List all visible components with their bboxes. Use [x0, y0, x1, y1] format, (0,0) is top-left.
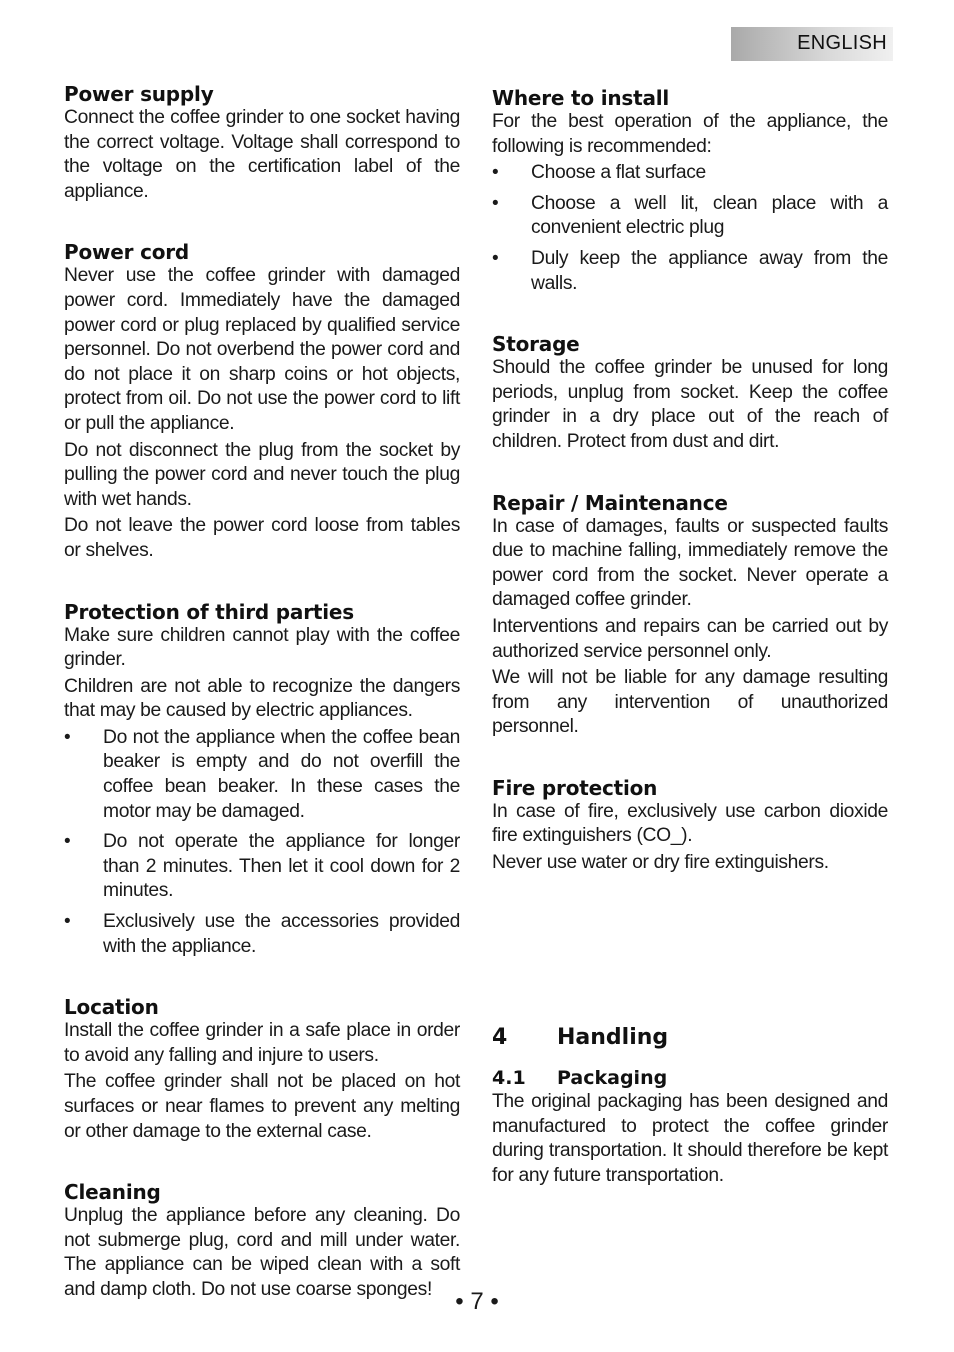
section-title: Power cord: [64, 240, 190, 265]
chapter-heading: [492, 1024, 888, 1052]
paragraph: Make sure children cannot play with the coffee grinder.: [64, 624, 460, 671]
bullet-item: [64, 726, 460, 824]
section-storage: [492, 332, 888, 454]
paragraph: Do not disconnect the plug from the socket by pulling the power cord and never touch the plug with wet hands.: [64, 439, 460, 510]
bullet-text: Do not operate the appliance for longer than 2 minutes. Then let it cool down for 2 minutes.: [103, 831, 460, 902]
section-title: Storage: [492, 332, 580, 357]
paragraph: In case of fire, exclusively use carbon dioxide fire extinguishers (CO_).: [492, 800, 888, 847]
section-power-cord: [64, 240, 460, 563]
bullet-item: [64, 910, 460, 959]
bullet-text: Do not the appliance when the coffee bean beaker is empty and do not overfill the coffee bean beaker. In these cases the motor may be damaged.: [103, 726, 460, 822]
bullet-text: Duly keep the appliance away from the walls.: [531, 247, 888, 294]
bullet-icon: •: [492, 247, 499, 269]
paragraph: We will not be liable for any damage resulting from any intervention of unauthorized personnel.: [492, 667, 888, 738]
bullet-text: Exclusively use the accessories provided with the appliance.: [103, 911, 460, 957]
section-title: Cleaning: [64, 1180, 161, 1205]
paragraph: Connect the coffee grinder to one socket having the correct voltage. Voltage shall correspond to the voltage on the certification label of the appliance.: [64, 107, 460, 202]
bullet-icon: •: [492, 192, 499, 214]
section-location: [64, 995, 460, 1144]
page-number: • 7 •: [455, 1288, 499, 1315]
bullet-icon: •: [492, 162, 499, 184]
section-title: Repair / Maintenance: [492, 490, 728, 515]
section-title: Power supply: [64, 82, 214, 106]
chapter-number: 4: [492, 1025, 508, 1050]
section-title: Fire protection: [492, 775, 658, 800]
bullet-icon: •: [64, 831, 71, 853]
bullet-list: [492, 161, 888, 296]
subchapter-heading: [492, 1066, 888, 1090]
paragraph: Unplug the appliance before any cleaning. Do not submerge plug, cord and mill under water. The appliance can be wiped clean with a soft and damp cloth. Do not use coarse sponges!: [64, 1205, 460, 1300]
chapter-handling: [492, 1024, 888, 1190]
section-title: Protection of third parties: [64, 599, 354, 624]
paragraph: For the best operation of the appliance, the following is recommended:: [492, 111, 888, 157]
subchapter-title: Packaging: [557, 1067, 668, 1089]
language-label: ENGLISH: [797, 32, 887, 54]
paragraph: In case of damages, faults or suspected faults due to machine falling, immediately remove the power cord from the socket. Never operate a damaged coffee grinder.: [492, 515, 888, 611]
bullet-list: [64, 726, 460, 959]
paragraph: Never use water or dry fire extinguishers.: [492, 852, 829, 874]
subchapter-number: 4.1: [492, 1067, 526, 1089]
bullet-text: Choose a flat surface: [531, 162, 706, 184]
language-tab: [731, 27, 893, 61]
section-where-to-install: [492, 86, 888, 296]
section-title: Location: [64, 995, 159, 1020]
right-column: [492, 86, 888, 912]
bullet-item: [492, 192, 888, 241]
paragraph: The coffee grinder shall not be placed on hot surfaces or near flames to prevent any melting or other damage to the external case.: [64, 1071, 460, 1142]
section-cleaning: [64, 1180, 460, 1302]
paragraph: Never use the coffee grinder with damaged power cord. Immediately have the damaged power cord or plug replaced by qualified service personnel. Do not overbend the power cord and do not place it on sharp coins or hot objects, protect from oil. Do not use the power cord to lift or pull the appliance.: [64, 265, 460, 434]
left-column: [64, 82, 460, 1339]
section-repair-maintenance: [492, 491, 888, 740]
paragraph: Children are not able to recognize the dangers that may be caused by electric appliances.: [64, 675, 460, 722]
paragraph: Interventions and repairs can be carried out by authorized service personnel only.: [492, 615, 888, 662]
bullet-item: [492, 247, 888, 296]
bullet-icon: •: [64, 726, 71, 748]
paragraph: Should the coffee grinder be unused for long periods, unplug from socket. Keep the coffee grinder in a dry place out of the reach of children. Protect from dust and dirt.: [492, 357, 888, 452]
section-fire-protection: [492, 776, 888, 876]
section-title: Where to install: [492, 86, 670, 110]
bullet-item: [64, 830, 460, 904]
paragraph: The original packaging has been designed and manufactured to protect the coffee grinder during transportation. It should therefore be kept for any future transportation.: [492, 1091, 888, 1186]
bullet-item: [492, 161, 888, 186]
bullet-text: Choose a well lit, clean place with a convenient electric plug: [531, 192, 888, 239]
paragraph: Do not leave the power cord loose from tables or shelves.: [64, 515, 460, 561]
section-protection-third-parties: [64, 600, 460, 960]
chapter-title: Handling: [557, 1025, 669, 1050]
paragraph: Install the coffee grinder in a safe place in order to avoid any falling and injure to users.: [64, 1020, 460, 1066]
bullet-icon: •: [64, 911, 71, 933]
section-power-supply: [64, 82, 460, 204]
